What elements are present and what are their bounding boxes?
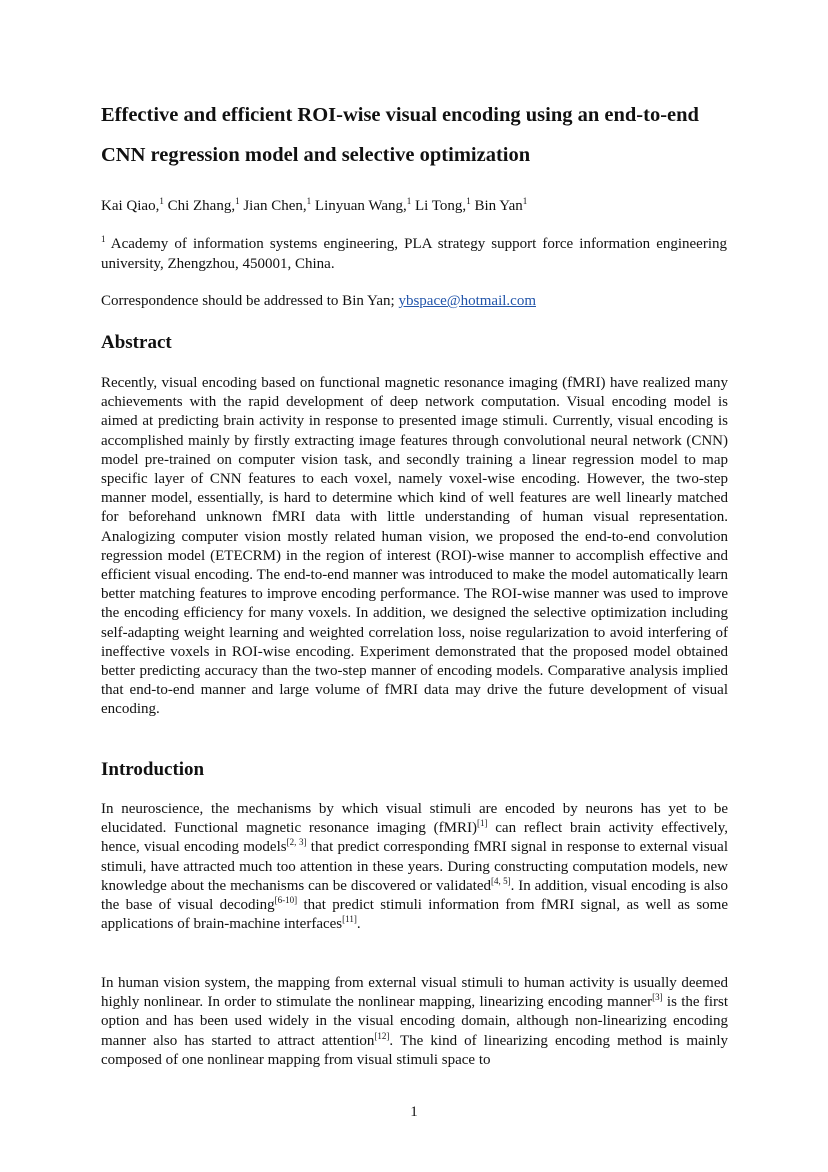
author-name: Chi Zhang, bbox=[167, 198, 236, 214]
citation-ref: [6-10] bbox=[274, 895, 298, 906]
citation-ref: [2, 3] bbox=[286, 837, 307, 848]
citation-ref: [3] bbox=[652, 992, 663, 1003]
citation-ref: [11] bbox=[342, 914, 357, 925]
author-affiliation-marker: 1 bbox=[159, 196, 164, 206]
abstract-heading: Abstract bbox=[101, 332, 172, 353]
author-name: Bin Yan bbox=[474, 198, 523, 214]
page-number: 1 bbox=[410, 1104, 418, 1120]
author-list bbox=[101, 198, 527, 215]
paper-title: Effective and efficient ROI-wise visual encoding using an end-to-end CNN regression model and selective optimization bbox=[101, 104, 699, 166]
author-affiliation-marker: 1 bbox=[235, 196, 240, 206]
citation-ref: [12] bbox=[374, 1030, 390, 1041]
introduction-paragraph-1: In neuroscience, the mechanisms by which visual stimuli are encoded by neurons has yet to be elucidated. Functional magnetic resonance imaging (fMRI)[1] can reflect brain activity effectively, hence, visual encoding models[2, 3] that predict corresponding fMRI signal in response to external visual stimuli, have attracted much too attention in these years. During constructing computation models, new knowledge about the mechanisms can be discovered or validated[4, 5]. In addition, visual encoding is also the base of visual decoding[6-10] that predict stimuli information from fMRI signal, as well as some applications of brain-machine interfaces[11]. bbox=[101, 801, 728, 933]
author-affiliation-marker: 1 bbox=[522, 196, 528, 206]
correspondence-text: Correspondence should be addressed to Bin Yan; bbox=[101, 293, 395, 309]
author-name: Kai Qiao, bbox=[101, 198, 160, 214]
author-affiliation-marker: 1 bbox=[466, 196, 471, 206]
author-name: Li Tong, bbox=[415, 198, 467, 214]
affiliation bbox=[101, 235, 727, 274]
introduction-heading: Introduction bbox=[101, 759, 205, 780]
affiliation-text: Academy of information systems engineering, PLA strategy support force information engineering university, Zhengzhou, 450001, China. bbox=[101, 236, 727, 272]
citation-ref: [1] bbox=[476, 818, 488, 829]
abstract-text: Recently, visual encoding based on functional magnetic resonance imaging (fMRI) have realized many achievements with the rapid development of deep network computation. Visual encoding model is aimed at predicting brain activity in response to presented image stimuli. Currently, visual encoding is accomplished mainly by firstly extracting image features through convolutional neural network (CNN) model pre-trained on computer vision task, and secondly training a linear regression model to map specific layer of CNN features to each voxel, namely voxel-wise encoding. However, the two-step manner model, essentially, is hard to determine which kind of well features are well linearly matched for beforehand unknown fMRI data with little understanding of human visual representation. Analogizing computer vision mostly related human vision, we proposed the end-to-end convolution regression model (ETECRM) in the region of interest (ROI)-wise manner to accomplish effective and efficient visual encoding. The end-to-end manner was introduced to make the model automatically learn better matching features to improve encoding performance. The ROI-wise manner was used to improve the encoding efficiency for many voxels. In addition, we designed the selective optimization including self-adapting weight learning and weighted correlation loss, noise regularization to avoid interfering of ineffective voxels in ROI-wise encoding. Experiment demonstrated that the proposed model obtained better predicting accuracy than the two-step manner of encoding models. Comparative analysis implied that end-to-end manner and large volume of fMRI data may drive the future development of visual encoding. bbox=[101, 375, 728, 718]
author-affiliation-marker: 1 bbox=[406, 196, 412, 206]
author-name: Linyuan Wang, bbox=[314, 198, 407, 214]
introduction-paragraph-2: In human vision system, the mapping from external visual stimuli to human activity is usually deemed highly nonlinear. In order to stimulate the nonlinear mapping, linearizing encoding manner[3] is the first option and has been used widely in the visual encoding domain, although non-linearizing encoding manner also has started to attract attention[12]. The kind of linearizing encoding method is mainly composed of one nonlinear mapping from visual stimuli space to bbox=[101, 975, 728, 1068]
citation-ref: [4, 5] bbox=[491, 875, 511, 886]
author-affiliation-marker: 1 bbox=[306, 196, 312, 206]
email-link[interactable]: ybspace@hotmail.com bbox=[398, 293, 536, 309]
affiliation-marker: 1 bbox=[101, 234, 106, 244]
author-name: Jian Chen, bbox=[243, 198, 307, 214]
correspondence bbox=[101, 293, 536, 310]
